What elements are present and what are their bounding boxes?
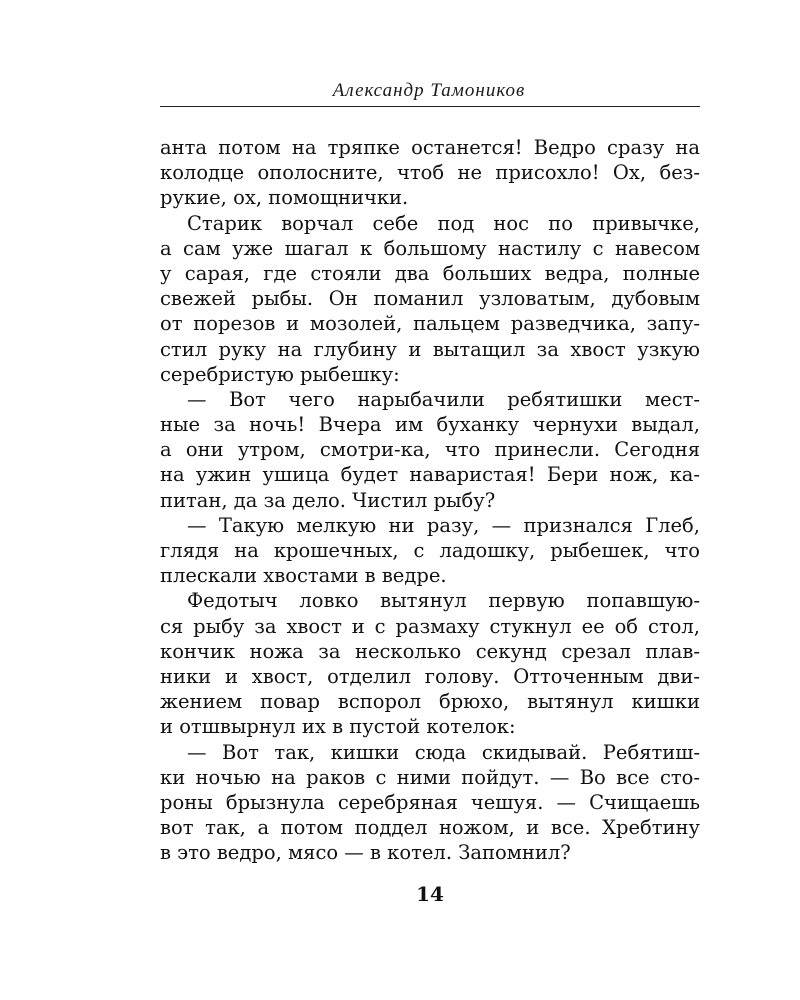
text-line: у сарая, где стояли два больших ведра, полные [160,261,700,285]
running-head: Александр Тамоников [332,80,526,101]
text-line: — Вот так, кишки сюда скидывай. Ребятиш- [187,740,700,764]
text-line: — Вот чего нарыбачили ребятишки мест- [187,387,700,411]
page-number: 14 [416,882,444,906]
header-rule [160,106,700,107]
text-line: Старик ворчал себе под нос по привычке, [187,211,700,235]
text-line: вот так, а потом поддел ножом, и все. Хребтину [160,816,700,840]
text-line: Федотыч ловко вытянул первую попавшую- [187,589,700,613]
text-line: кончик ножа за несколько секунд срезал плав- [160,639,700,663]
text-line: стил руку на глубину и вытащил за хвост узкую [160,337,700,361]
text-line: от порезов и мозолей, пальцем разведчика, запу- [160,312,700,336]
text-line: роны брызнула серебряная чешуя. — Счищаешь [160,790,700,814]
text-line: анта потом на тряпке останется! Ведро сразу на [160,136,700,159]
text-line: плескали хвостами в ведре. [160,564,447,588]
text-line: рукие, ох, помощнички. [160,186,409,210]
text-line: ки ночью на раков с ними пойдут. — Во все сто- [160,765,700,789]
text-line: а сам уже шагал к большому настилу с навесом [160,236,700,260]
body-text [160,135,700,865]
text-line: свежей рыбы. Он поманил узловатым, дубовым [160,287,700,311]
text-line: а они утром, смотри-ка, что принесли. Сегодня [160,438,700,462]
text-line: ники и хвост, отделил голову. Отточенным дви- [160,664,700,688]
text-line: в это ведро, мясо — в котел. Запомнил? [160,841,571,865]
text-line: ся рыбу за хвост и с размаху стукнул ее об стол, [160,614,700,638]
text-line: глядя на крошечных, с ладошку, рыбешек, что [160,539,700,562]
text-line: жением повар вспорол брюхо, вытянул кишки [160,690,700,714]
text-line: на ужин ушица будет наваристая! Бери нож, ка- [160,463,700,487]
text-line: — Такую мелкую ни разу, — признался Глеб, [187,513,700,537]
text-line: колодце ополосните, чтоб не присохло! Ох, без- [160,161,700,185]
text-line: серебристую рыбешку: [160,362,400,386]
text-line: питан, да за дело. Чистил рыбу? [160,488,496,512]
text-line: ные за ночь! Вчера им буханку чернухи выдал, [160,413,700,437]
text-line: и отшвырнул их в пустой котелок: [160,715,516,739]
